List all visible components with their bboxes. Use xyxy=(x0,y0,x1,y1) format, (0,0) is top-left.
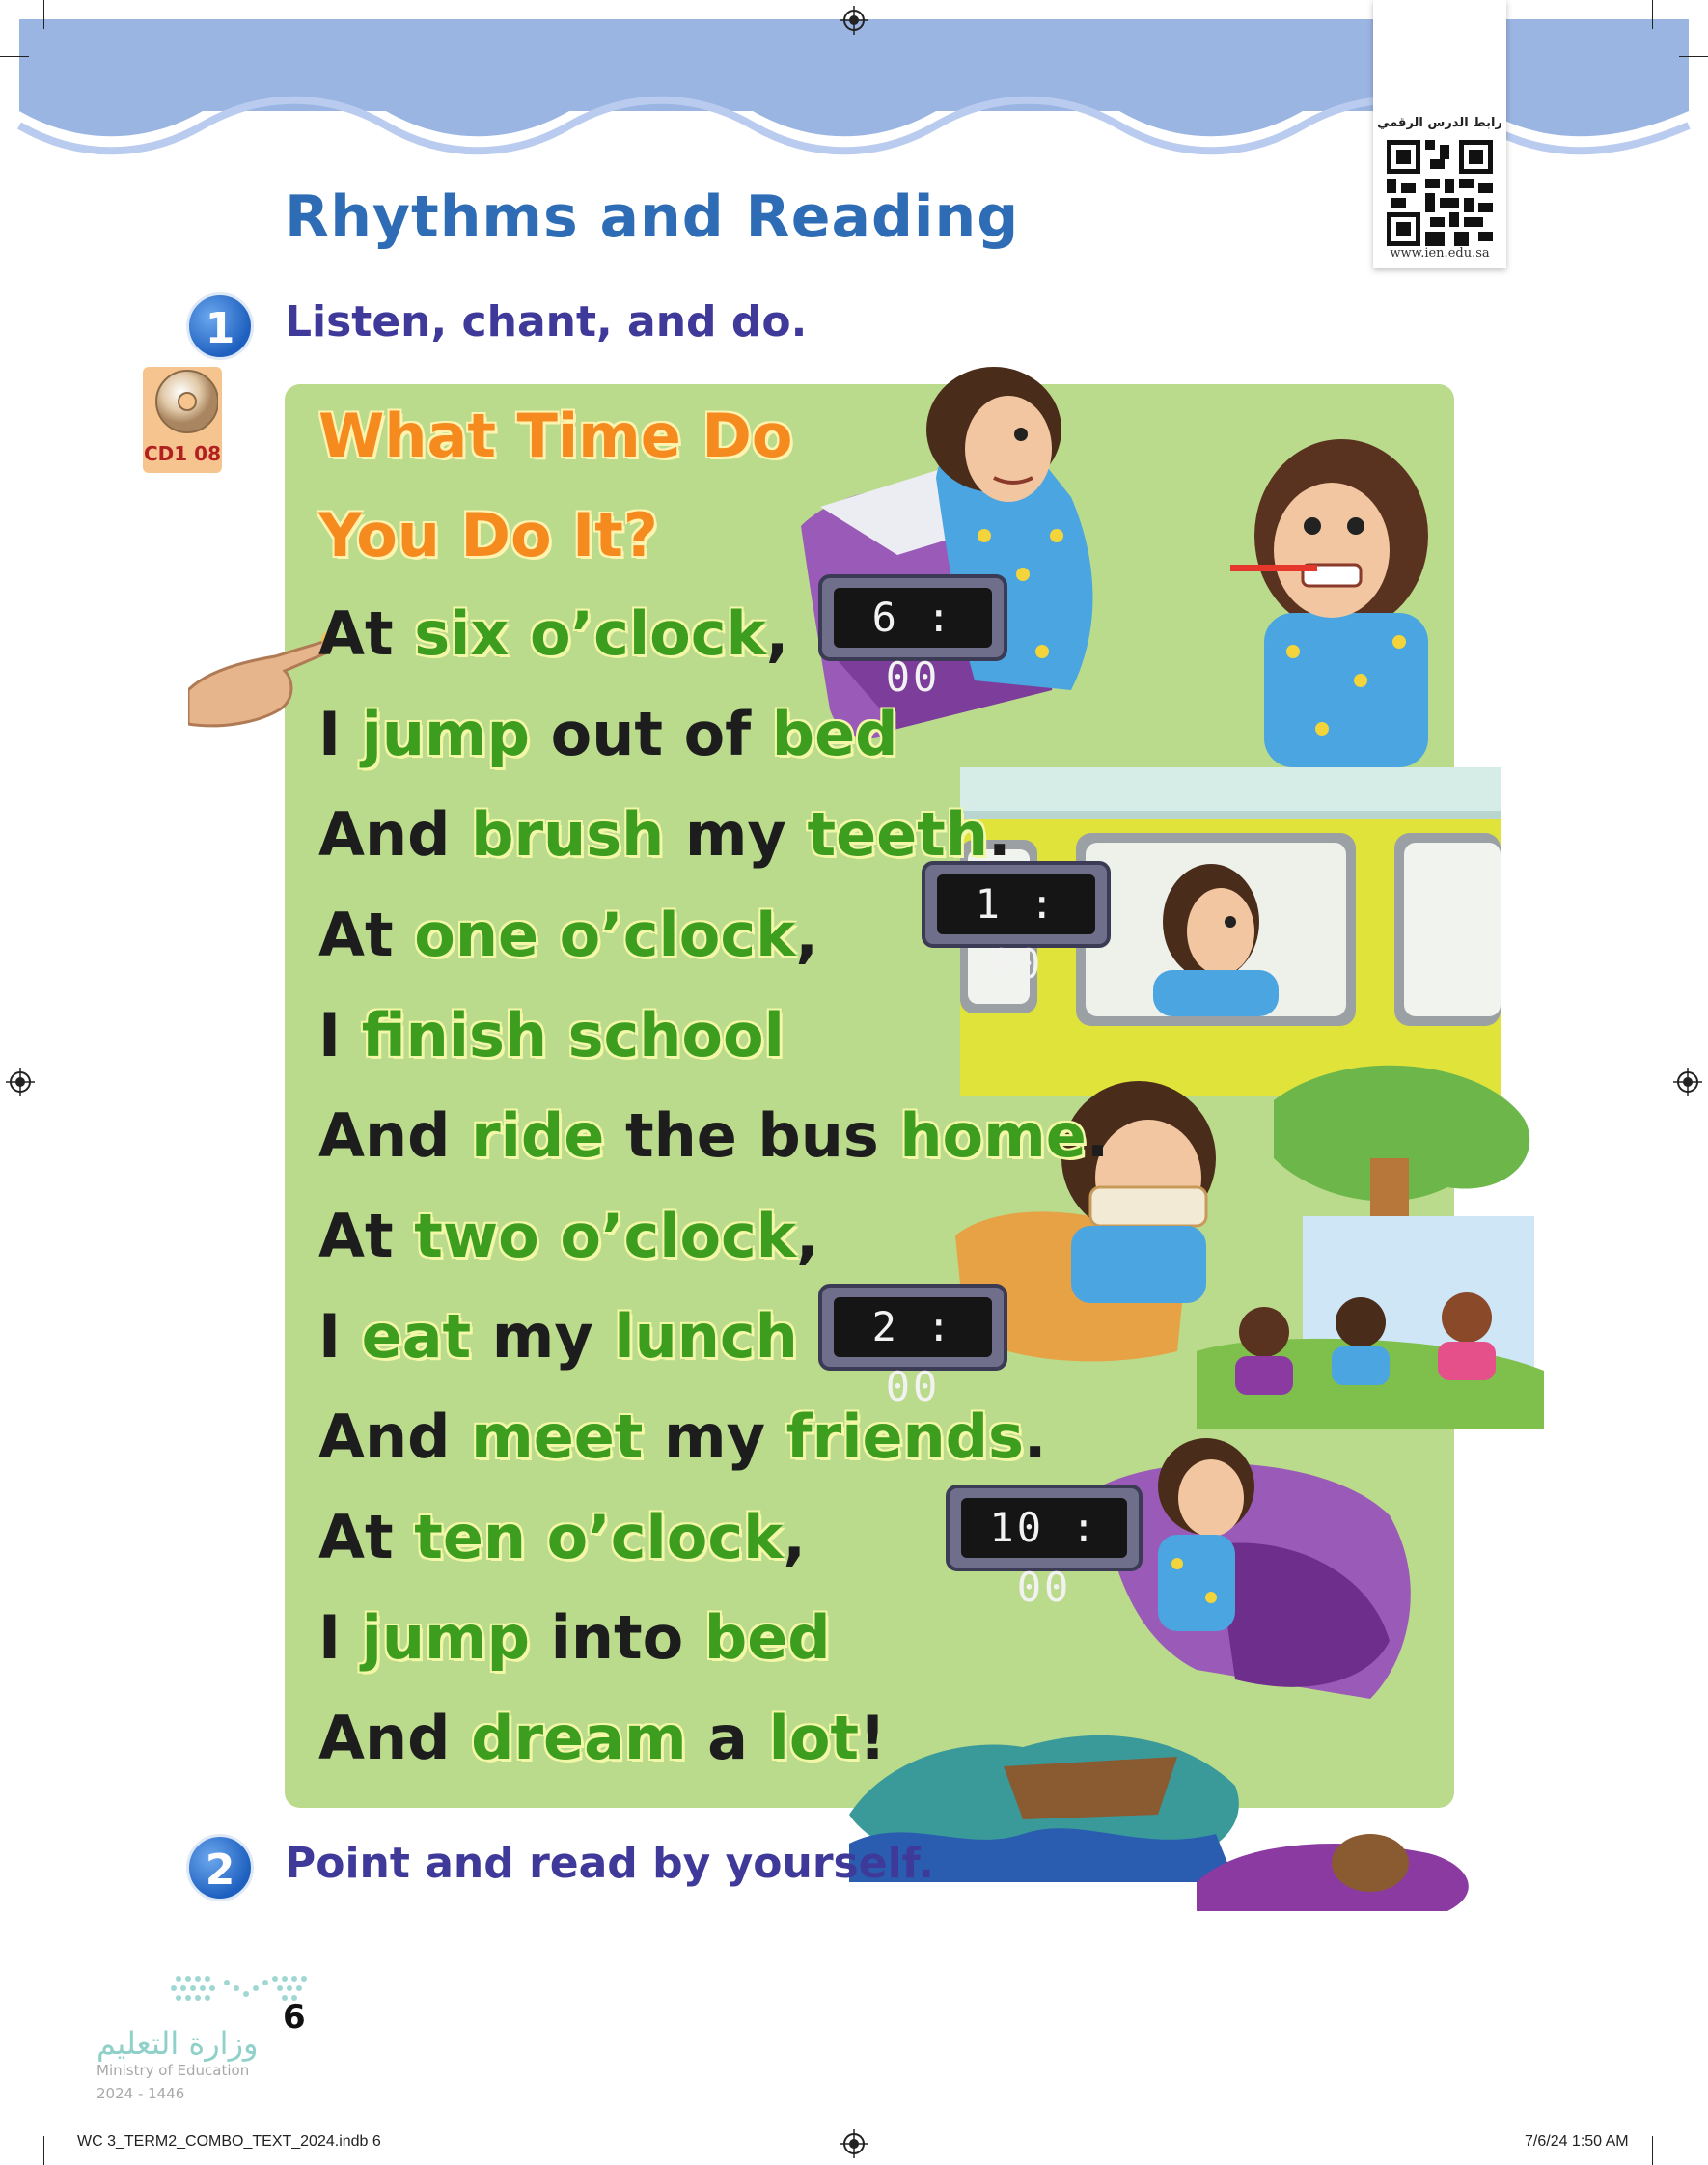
crop-mark xyxy=(43,0,44,29)
cd-track-label: CD1 08 xyxy=(144,442,221,465)
lesson-title: Rhythms and Reading xyxy=(285,183,1020,251)
activity-number-badge: 2 xyxy=(186,1834,254,1901)
qr-code-icon[interactable] xyxy=(1387,140,1493,246)
poem-text: And xyxy=(318,799,472,870)
poem-keyword: home xyxy=(899,1100,1087,1171)
clock-time: 1 : 00 xyxy=(937,874,1095,934)
clock-time: 2 : 00 xyxy=(834,1297,992,1357)
digital-clock xyxy=(946,1485,1143,1611)
poem-line xyxy=(318,900,818,970)
poem-text: . xyxy=(1023,1402,1047,1472)
poem-text: my xyxy=(664,799,808,870)
activity-number-badge: 1 xyxy=(186,292,254,360)
poem-text: , xyxy=(783,1502,806,1572)
poem-keyword: bed xyxy=(771,699,898,769)
poem-title-line-1: What Time Do xyxy=(318,401,793,471)
poem-keyword: bed xyxy=(703,1602,831,1673)
qr-url[interactable]: www.ien.edu.sa xyxy=(1390,246,1490,261)
poem-text: At xyxy=(318,900,415,970)
crop-mark xyxy=(1679,56,1708,57)
cd-icon xyxy=(151,369,218,438)
poem-text: And xyxy=(318,1100,472,1171)
digital-clock xyxy=(818,1284,1007,1410)
ministry-name-english: Ministry of Education xyxy=(96,2062,250,2079)
poem-line xyxy=(318,1402,1046,1472)
registration-mark-bottom xyxy=(840,2129,868,2158)
poem-keyword: jump xyxy=(361,699,531,769)
qr-caption: رابط الدرس الرقمي xyxy=(1377,116,1502,130)
clock-time: 10 : 00 xyxy=(961,1498,1127,1558)
crop-mark xyxy=(1652,2136,1653,2165)
poem-text: , xyxy=(765,598,789,669)
poem-text: I xyxy=(318,699,362,769)
poem-text: . xyxy=(987,799,1011,870)
qr-panel xyxy=(1373,0,1506,268)
poem-text: my xyxy=(471,1301,615,1372)
poem-keyword: brush xyxy=(471,799,665,870)
poem-text: , xyxy=(795,900,818,970)
poem-line xyxy=(318,1602,831,1673)
poem-keyword: lot xyxy=(768,1703,860,1773)
poem-line xyxy=(318,1502,806,1572)
activity-instruction: Point and read by yourself. xyxy=(285,1839,935,1888)
poem-keyword: ride xyxy=(471,1100,605,1171)
poem-text: And xyxy=(318,1402,472,1472)
poem-keyword: one o’clock xyxy=(414,900,796,970)
poem-title-line-2: You Do It? xyxy=(318,500,658,570)
poem-line xyxy=(318,1000,785,1070)
page-number: 6 xyxy=(283,1998,306,2037)
poem-keyword: jump xyxy=(361,1602,531,1673)
poem-line xyxy=(318,799,1011,870)
digital-clock xyxy=(922,861,1111,987)
poem-keyword: friends xyxy=(785,1402,1024,1472)
poem-keyword: eat xyxy=(361,1301,472,1372)
poem-text: the bus xyxy=(604,1100,900,1171)
print-slug-file: WC 3_TERM2_COMBO_TEXT_2024.indb 6 xyxy=(77,2133,381,2150)
poem-keyword: dream xyxy=(471,1703,687,1773)
poem-line xyxy=(318,598,788,669)
crop-mark xyxy=(43,2136,44,2165)
crop-mark xyxy=(0,56,29,57)
poem-line xyxy=(318,1301,798,1372)
clock-time: 6 : 00 xyxy=(834,588,992,648)
poem-text: . xyxy=(1086,1100,1110,1171)
poem-text: I xyxy=(318,1301,362,1372)
print-slug-date: 7/6/24 1:50 AM xyxy=(1525,2133,1629,2150)
poem-text: I xyxy=(318,1000,362,1070)
cd-audio-button[interactable] xyxy=(143,367,222,473)
poem-text: At xyxy=(318,598,415,669)
poem-line xyxy=(318,1703,886,1773)
registration-mark-left xyxy=(6,1068,35,1096)
poem-text: my xyxy=(643,1402,786,1472)
poem-line xyxy=(318,1201,819,1271)
poem-line xyxy=(318,1100,1109,1171)
poem-keyword: finish school xyxy=(361,1000,785,1070)
ministry-year: 2024 - 1446 xyxy=(96,2085,185,2102)
poem-keyword: two o’clock xyxy=(414,1201,797,1271)
poem-text: At xyxy=(318,1502,415,1572)
poem-text: into xyxy=(530,1602,704,1673)
pointing-hand-icon xyxy=(188,623,333,738)
poem-keyword: meet xyxy=(471,1402,644,1472)
poem-text: out of xyxy=(530,699,772,769)
ministry-name-arabic: وزارة التعليم xyxy=(96,2025,259,2062)
poem-text: ! xyxy=(859,1703,887,1773)
poem-line xyxy=(318,699,898,769)
poem-text: I xyxy=(318,1602,362,1673)
poem-text: , xyxy=(796,1201,819,1271)
activity-instruction: Listen, chant, and do. xyxy=(285,297,808,347)
poem-text: And xyxy=(318,1703,472,1773)
poem-keyword: ten o’clock xyxy=(414,1502,784,1572)
poem-keyword: six o’clock xyxy=(414,598,766,669)
poem-keyword: lunch xyxy=(614,1301,798,1372)
poem-keyword: teeth xyxy=(807,799,988,870)
registration-mark-right xyxy=(1673,1068,1702,1096)
poem-text: a xyxy=(686,1703,769,1773)
digital-clock xyxy=(818,574,1007,701)
registration-mark-top xyxy=(840,6,868,35)
poem-text: At xyxy=(318,1201,415,1271)
crop-mark xyxy=(1652,0,1653,29)
